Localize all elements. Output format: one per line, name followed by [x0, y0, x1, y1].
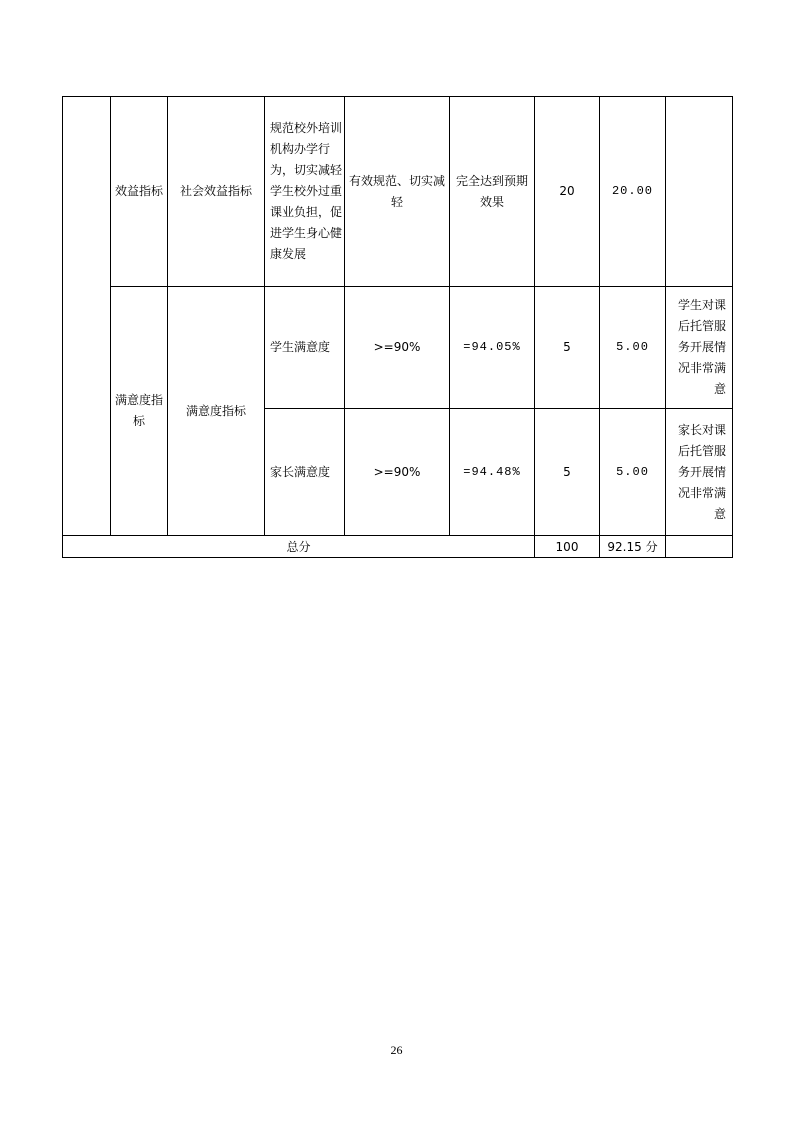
total-weight: 100	[535, 536, 600, 558]
subcategory-cell: 满意度指标	[168, 287, 265, 536]
table-row	[63, 97, 733, 287]
remark-cell	[666, 97, 733, 287]
weight-cell: 20	[535, 97, 600, 287]
target-cell: >=90%	[345, 287, 450, 409]
table-row	[63, 287, 733, 409]
score-cell: 20.00	[600, 97, 666, 287]
total-score: 92.15 分	[600, 536, 666, 558]
actual-cell: =94.48%	[450, 409, 535, 536]
actual-cell: =94.05%	[450, 287, 535, 409]
category-cell: 效益指标	[111, 97, 168, 287]
actual-cell: 完全达到预期效果	[450, 97, 535, 287]
category-cell: 满意度指标	[111, 287, 168, 536]
total-label: 总分	[63, 536, 535, 558]
page-number: 26	[390, 1043, 403, 1057]
target-cell: >=90%	[345, 409, 450, 536]
subcategory-cell: 社会效益指标	[168, 97, 265, 287]
total-row	[63, 536, 733, 558]
target-cell: 有效规范、切实减轻	[345, 97, 450, 287]
indicator-cell: 学生满意度	[265, 287, 345, 409]
score-cell: 5.00	[600, 287, 666, 409]
performance-table	[62, 96, 733, 558]
indicator-cell: 规范校外培训机构办学行为，切实减轻学生校外过重课业负担，促进学生身心健康发展	[265, 97, 345, 287]
remark-cell: 学生对课后托管服务开展情况非常满意	[666, 287, 733, 409]
weight-cell: 5	[535, 409, 600, 536]
score-cell: 5.00	[600, 409, 666, 536]
indicator-cell: 家长满意度	[265, 409, 345, 536]
weight-cell: 5	[535, 287, 600, 409]
total-remark	[666, 536, 733, 558]
level1-cell	[63, 97, 111, 536]
remark-cell: 家长对课后托管服务开展情况非常满意	[666, 409, 733, 536]
